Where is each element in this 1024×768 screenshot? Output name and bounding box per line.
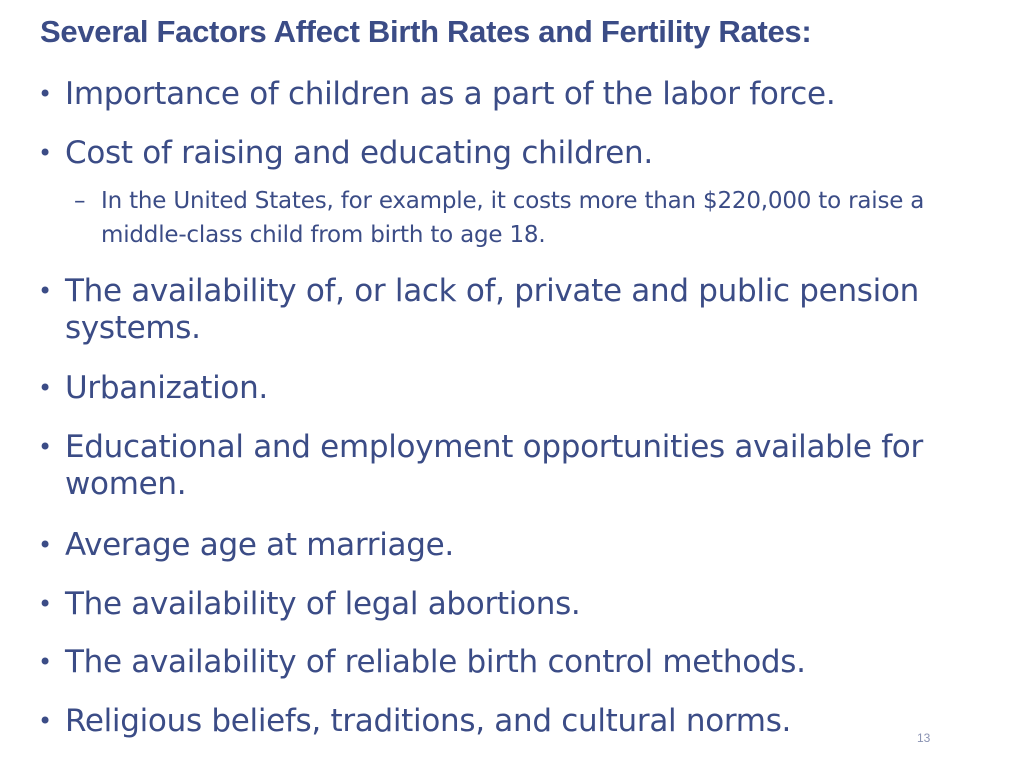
- bullet-icon: •: [38, 707, 52, 735]
- bullet-text: Urbanization.: [65, 370, 268, 406]
- bullet-text: The availability of, or lack of, private and public pension systems.: [65, 273, 919, 346]
- bullet-item: [38, 135, 1005, 172]
- bullet-icon: •: [38, 590, 52, 618]
- slide-title: Several Factors Affect Birth Rates and Fertility Rates:: [40, 14, 812, 49]
- bullet-text: Religious beliefs, traditions, and cultural norms.: [65, 703, 792, 739]
- bullet-item: [38, 370, 1005, 407]
- bullet-item: [38, 527, 1005, 564]
- bullet-item: [38, 273, 1005, 347]
- bullet-item: [38, 644, 1005, 681]
- bullet-text: Importance of children as a part of the labor force.: [65, 76, 836, 112]
- bullet-icon: •: [38, 80, 52, 108]
- bullet-icon: •: [38, 648, 52, 676]
- bullet-icon: •: [38, 139, 52, 167]
- bullet-text: Average age at marriage.: [65, 527, 454, 563]
- bullet-text: Cost of raising and educating children.: [65, 135, 653, 171]
- bullet-icon: •: [38, 433, 52, 461]
- sub-bullet-item: [74, 184, 981, 252]
- bullet-icon: •: [38, 277, 52, 305]
- bullet-icon: •: [38, 374, 52, 402]
- bullet-item: [38, 586, 1005, 623]
- bullet-text: The availability of reliable birth control methods.: [65, 644, 806, 680]
- bullet-text: Educational and employment opportunities available for women.: [65, 429, 923, 502]
- dash-icon: –: [74, 188, 86, 214]
- bullet-text: The availability of legal abortions.: [65, 586, 581, 622]
- sub-bullet-text: In the United States, for example, it costs more than $220,000 to raise a middle-class child from birth to age 18.: [101, 188, 925, 248]
- bullet-icon: •: [38, 531, 52, 559]
- bullet-item: [38, 429, 1005, 503]
- bullet-item: [38, 76, 1005, 113]
- page-number: 13: [917, 731, 931, 745]
- bullet-item: [38, 703, 1005, 740]
